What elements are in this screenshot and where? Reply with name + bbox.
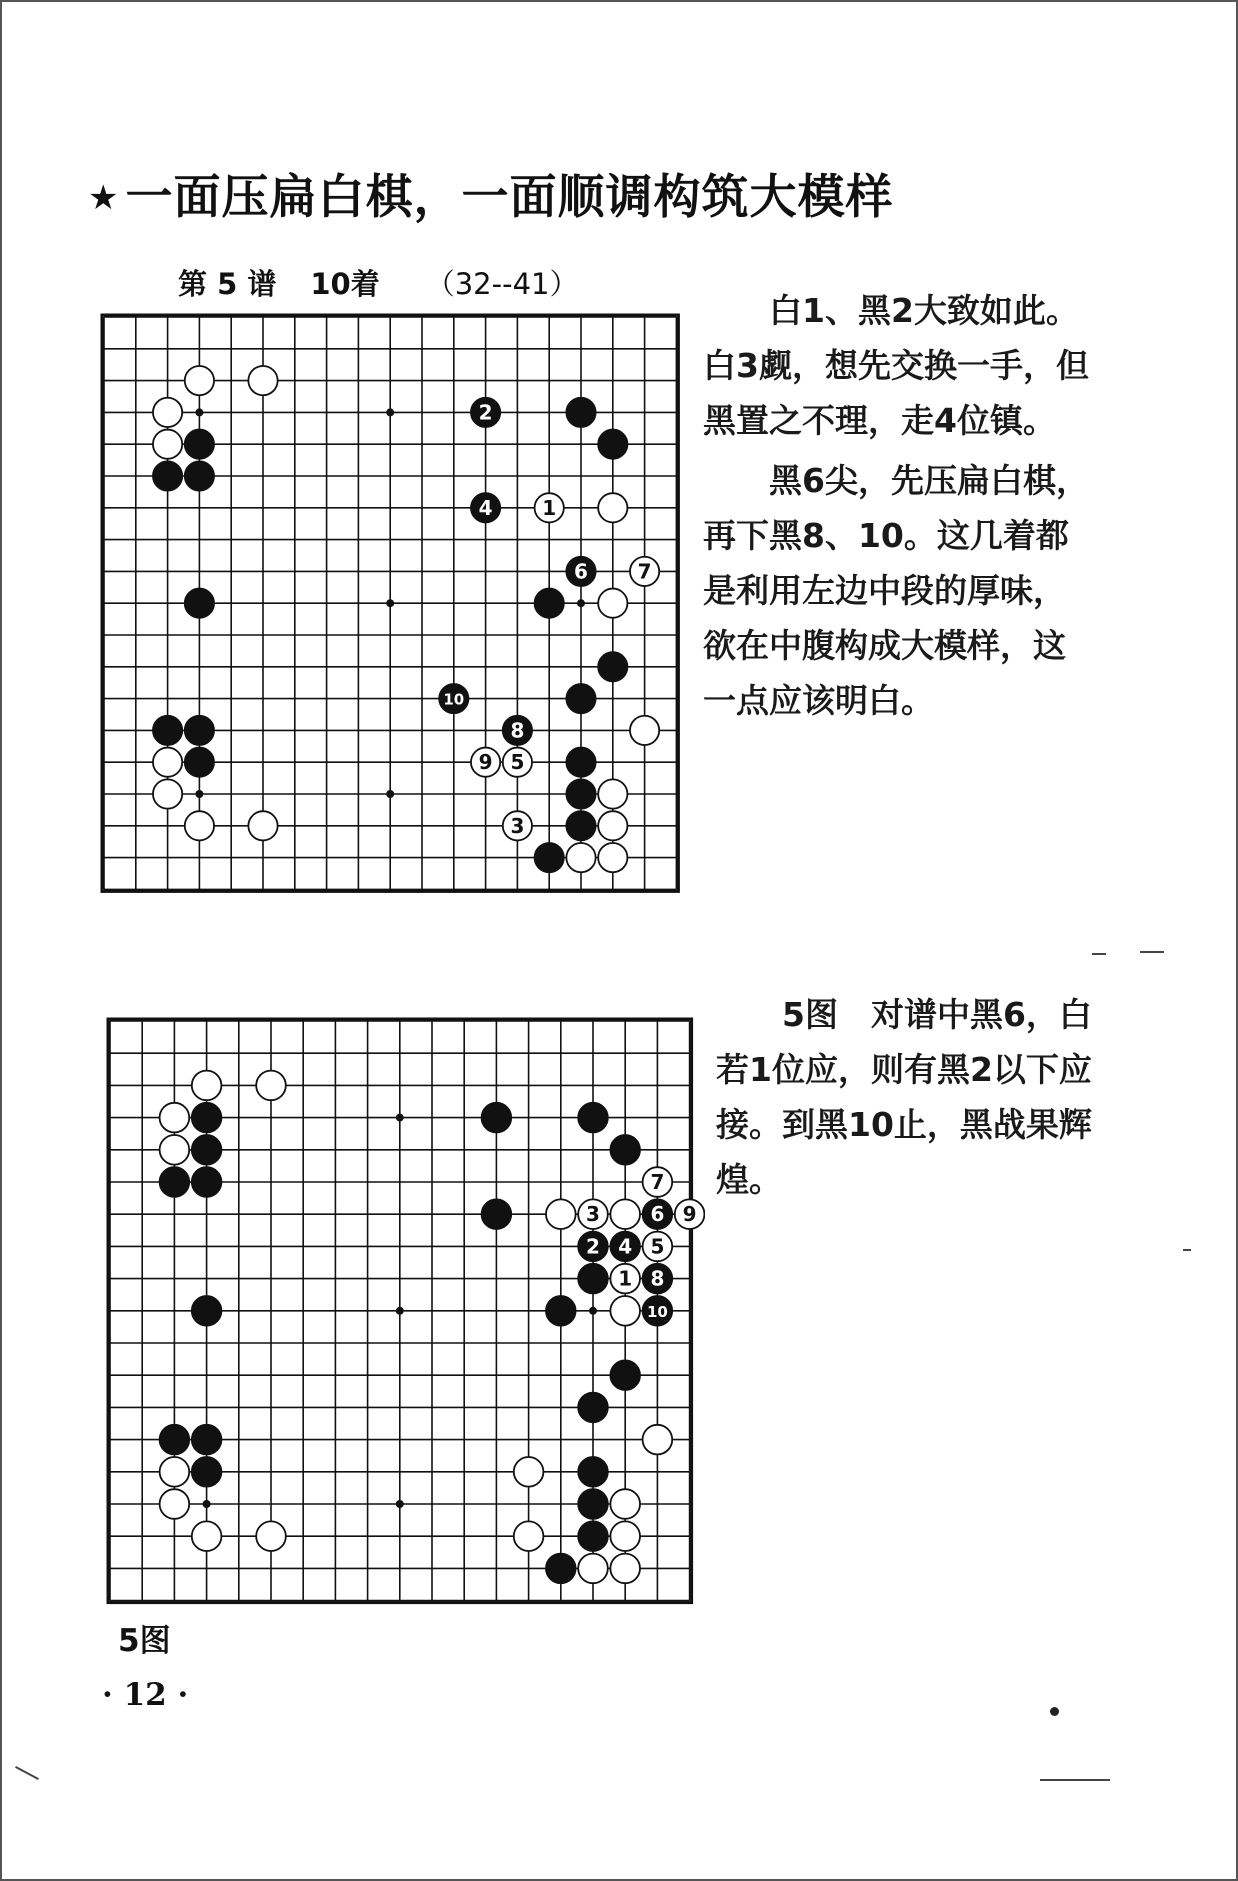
white-stone [630, 716, 659, 745]
move-number: 5 [510, 750, 525, 775]
white-stone [185, 811, 214, 840]
diagram1-caption-label: 第 5 谱 [178, 267, 277, 301]
star-point [195, 790, 203, 798]
diagram1-move-count: 10着 [310, 267, 380, 301]
black-stone [185, 589, 214, 618]
black-stone [535, 843, 564, 872]
go-board-svg [86, 307, 690, 903]
move-number: 3 [510, 813, 525, 838]
black-stone [578, 1264, 608, 1294]
black-stone [482, 1199, 512, 1229]
white-stone [598, 589, 627, 618]
black-stone [185, 430, 214, 459]
numbered-white-stone [610, 1264, 640, 1294]
diagram1-move-range: （32--41） [425, 267, 579, 301]
white-stone [610, 1199, 640, 1229]
black-stone [192, 1167, 222, 1197]
black-stone [578, 1103, 608, 1133]
white-stone [192, 1071, 222, 1101]
black-stone [185, 461, 214, 490]
white-stone [514, 1457, 544, 1487]
star-point [577, 599, 585, 607]
white-stone [598, 843, 627, 872]
move-number: 7 [650, 1170, 665, 1194]
move-number: 1 [542, 495, 557, 520]
white-stone [566, 843, 595, 872]
scan-mark [1183, 1249, 1191, 1251]
black-stone [546, 1554, 576, 1584]
commentary-1-para-2: 黑6尖，先压扁白棋，再下黑8、10。这几着都是利用左边中段的厚味，欲在中腹构成大模样，这一点应该明白。 [703, 461, 1089, 720]
black-stone [192, 1296, 222, 1326]
white-stone [610, 1296, 640, 1326]
star-icon: ★ [88, 178, 120, 218]
black-stone [566, 779, 595, 808]
white-stone [160, 1103, 190, 1133]
black-stone [185, 716, 214, 745]
white-stone [598, 811, 627, 840]
black-stone [482, 1103, 512, 1133]
black-stone [192, 1457, 222, 1487]
star-point [589, 1307, 597, 1315]
white-stone [610, 1521, 640, 1551]
black-stone [566, 684, 595, 713]
diagram1-caption [178, 262, 578, 303]
black-stone [153, 716, 182, 745]
move-number: 1 [618, 1266, 633, 1291]
numbered-white-stone [471, 748, 500, 777]
move-number: 9 [682, 1202, 697, 1227]
star-point [203, 1500, 211, 1508]
white-stone [153, 430, 182, 459]
star-point [396, 1500, 404, 1508]
white-stone [643, 1425, 673, 1455]
numbered-white-stone [578, 1199, 608, 1229]
scan-speck [1050, 1707, 1059, 1716]
white-stone [160, 1457, 190, 1487]
white-stone [256, 1521, 286, 1551]
white-stone [160, 1489, 190, 1519]
black-stone [535, 589, 564, 618]
move-number: 10 [646, 1302, 668, 1321]
white-stone [598, 779, 627, 808]
black-stone [192, 1425, 222, 1455]
white-stone [578, 1554, 608, 1584]
scan-mark [1092, 953, 1106, 955]
numbered-black-stone [566, 557, 595, 586]
diagram2-label: 5图 [118, 1623, 171, 1659]
star-point [195, 408, 203, 416]
numbered-white-stone [643, 1232, 673, 1262]
move-number: 6 [574, 559, 588, 584]
numbered-white-stone [630, 557, 659, 586]
move-number: 3 [586, 1202, 600, 1227]
black-stone [566, 748, 595, 777]
commentary-2-para-1: 5图 对谱中黑6，白若1位应，则有黑2以下应接。到黑10止，黑战果辉煌。 [716, 995, 1092, 1199]
black-stone [546, 1296, 576, 1326]
black-stone [598, 652, 627, 681]
black-stone [160, 1167, 190, 1197]
section-title-text: 一面压扁白棋，一面顺调构筑大模样 [125, 170, 894, 225]
move-number: 10 [443, 690, 465, 709]
move-number: 2 [478, 400, 493, 425]
white-stone [192, 1521, 222, 1551]
white-stone [610, 1554, 640, 1584]
scan-mark [1040, 1779, 1110, 1781]
black-stone [578, 1489, 608, 1519]
black-stone [578, 1393, 608, 1423]
numbered-black-stone [610, 1232, 640, 1262]
numbered-black-stone [439, 684, 468, 713]
numbered-black-stone [471, 493, 500, 522]
page-number: · 12 · [102, 1677, 189, 1713]
go-board-diagram-2 [103, 1010, 705, 1608]
move-number: 8 [510, 718, 525, 743]
white-stone [598, 493, 627, 522]
go-board-svg [103, 1010, 705, 1608]
black-stone [610, 1135, 640, 1165]
numbered-black-stone [503, 716, 532, 745]
move-number: 7 [637, 559, 652, 584]
star-point [386, 790, 394, 798]
numbered-white-stone [643, 1167, 673, 1197]
move-number: 4 [618, 1234, 633, 1259]
numbered-black-stone [471, 398, 500, 427]
black-stone [598, 430, 627, 459]
commentary-2 [716, 987, 1108, 1212]
black-stone [153, 461, 182, 490]
black-stone [192, 1103, 222, 1133]
numbered-white-stone [675, 1199, 705, 1229]
star-point [396, 1114, 404, 1122]
star-point [386, 408, 394, 416]
move-number: 6 [650, 1202, 665, 1227]
black-stone [185, 748, 214, 777]
commentary-1 [703, 283, 1098, 733]
white-stone [248, 811, 277, 840]
white-stone [185, 366, 214, 395]
go-board-diagram-1 [86, 307, 690, 903]
move-number: 5 [650, 1234, 665, 1259]
move-number: 9 [478, 750, 493, 775]
white-stone [514, 1521, 544, 1551]
white-stone [610, 1489, 640, 1519]
numbered-white-stone [535, 493, 564, 522]
white-stone [160, 1135, 190, 1165]
numbered-black-stone [643, 1296, 673, 1326]
star-point [386, 599, 394, 607]
black-stone [578, 1457, 608, 1487]
numbered-black-stone [578, 1232, 608, 1262]
black-stone [566, 811, 595, 840]
white-stone [256, 1071, 286, 1101]
black-stone [578, 1521, 608, 1551]
numbered-black-stone [643, 1264, 673, 1294]
black-stone [160, 1425, 190, 1455]
white-stone [546, 1199, 576, 1229]
move-number: 2 [586, 1234, 600, 1259]
white-stone [153, 779, 182, 808]
move-number: 8 [650, 1266, 665, 1291]
black-stone [566, 398, 595, 427]
black-stone [610, 1360, 640, 1390]
numbered-white-stone [503, 811, 532, 840]
numbered-black-stone [643, 1199, 673, 1229]
scan-mark [1140, 951, 1164, 953]
white-stone [153, 748, 182, 777]
black-stone [192, 1135, 222, 1165]
section-title [88, 160, 893, 227]
numbered-white-stone [503, 748, 532, 777]
commentary-1-para-1: 白1、黑2大致如此。白3觑，想先交换一手，但黑置之不理，走4位镇。 [703, 291, 1089, 440]
star-point [396, 1307, 404, 1315]
white-stone [248, 366, 277, 395]
move-number: 4 [478, 495, 493, 520]
white-stone [153, 398, 182, 427]
